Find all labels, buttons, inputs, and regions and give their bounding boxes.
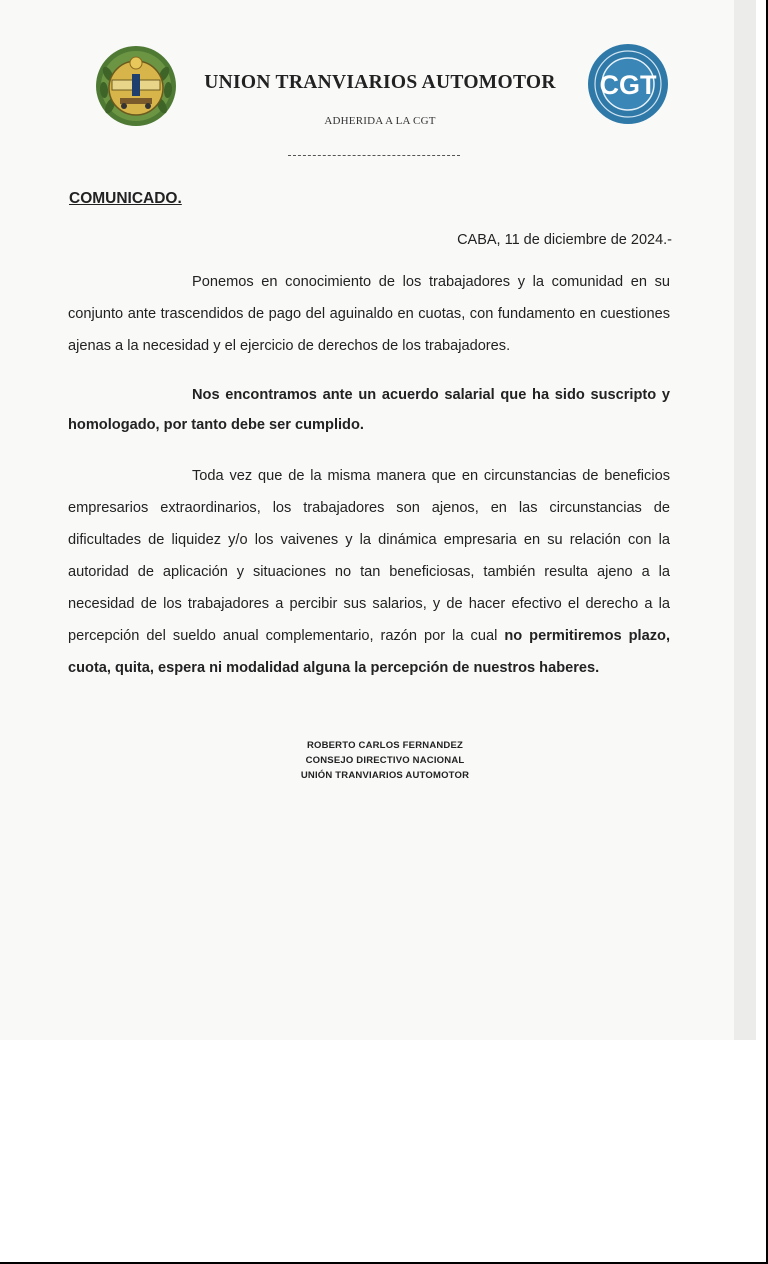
- uta-seal-icon: [94, 44, 178, 128]
- document-date: CABA, 11 de diciembre de 2024.-: [457, 232, 672, 248]
- paragraph-3-text: Toda vez que de la misma manera que en circunstancias de beneficios empresarios extraordinarios, los trabajadores son ajenos, en las circunstancias de dificultades de liquidez y/o los vaivenes y la dinámica empresaria en su relación con la autoridad de aplicación y situaciones no tan beneficiosas, también resulta ajeno a la necesidad de los trabajadores a percibir sus salarios, y de hacer efectivo el derecho a la percepción del sueldo anual complementario, razón por la cual: [68, 468, 670, 644]
- signature-name: ROBERTO CARLOS FERNANDEZ: [306, 740, 464, 751]
- paragraph-1: [68, 266, 670, 362]
- paragraph-3: [68, 460, 670, 684]
- paragraph-3-bold-text: no permitiremos plazo, cuota, quita, espera ni modalidad alguna la percepción de nuestros haberes.: [68, 628, 670, 676]
- header-separator: [288, 155, 460, 156]
- organization-subtitle: ADHERIDA A LA CGT: [324, 115, 436, 127]
- paragraph-2: [68, 380, 670, 440]
- document-heading: COMUNICADO.: [69, 190, 182, 207]
- paragraph-1-text: Ponemos en conocimiento de los trabajadores y la comunidad en su conjunto ante trascendidos de pago del aguinaldo en cuotas, con fundamento en cuestiones ajenas a la necesidad y el ejercicio de derechos de los trabajadores.: [68, 274, 670, 354]
- scan-edge: [734, 0, 756, 1040]
- organization-title: UNION TRANVIARIOS AUTOMOTOR: [204, 72, 556, 93]
- signature-organization: UNIÓN TRANVIARIOS AUTOMOTOR: [300, 770, 470, 781]
- cgt-logo-text: CGT: [599, 70, 657, 100]
- signature-role: CONSEJO DIRECTIVO NACIONAL: [305, 755, 465, 766]
- cgt-logo-icon: [586, 42, 670, 126]
- paragraph-2-text: Nos encontramos ante un acuerdo salarial que ha sido suscripto y homologado, por tanto debe ser cumplido.: [68, 387, 670, 433]
